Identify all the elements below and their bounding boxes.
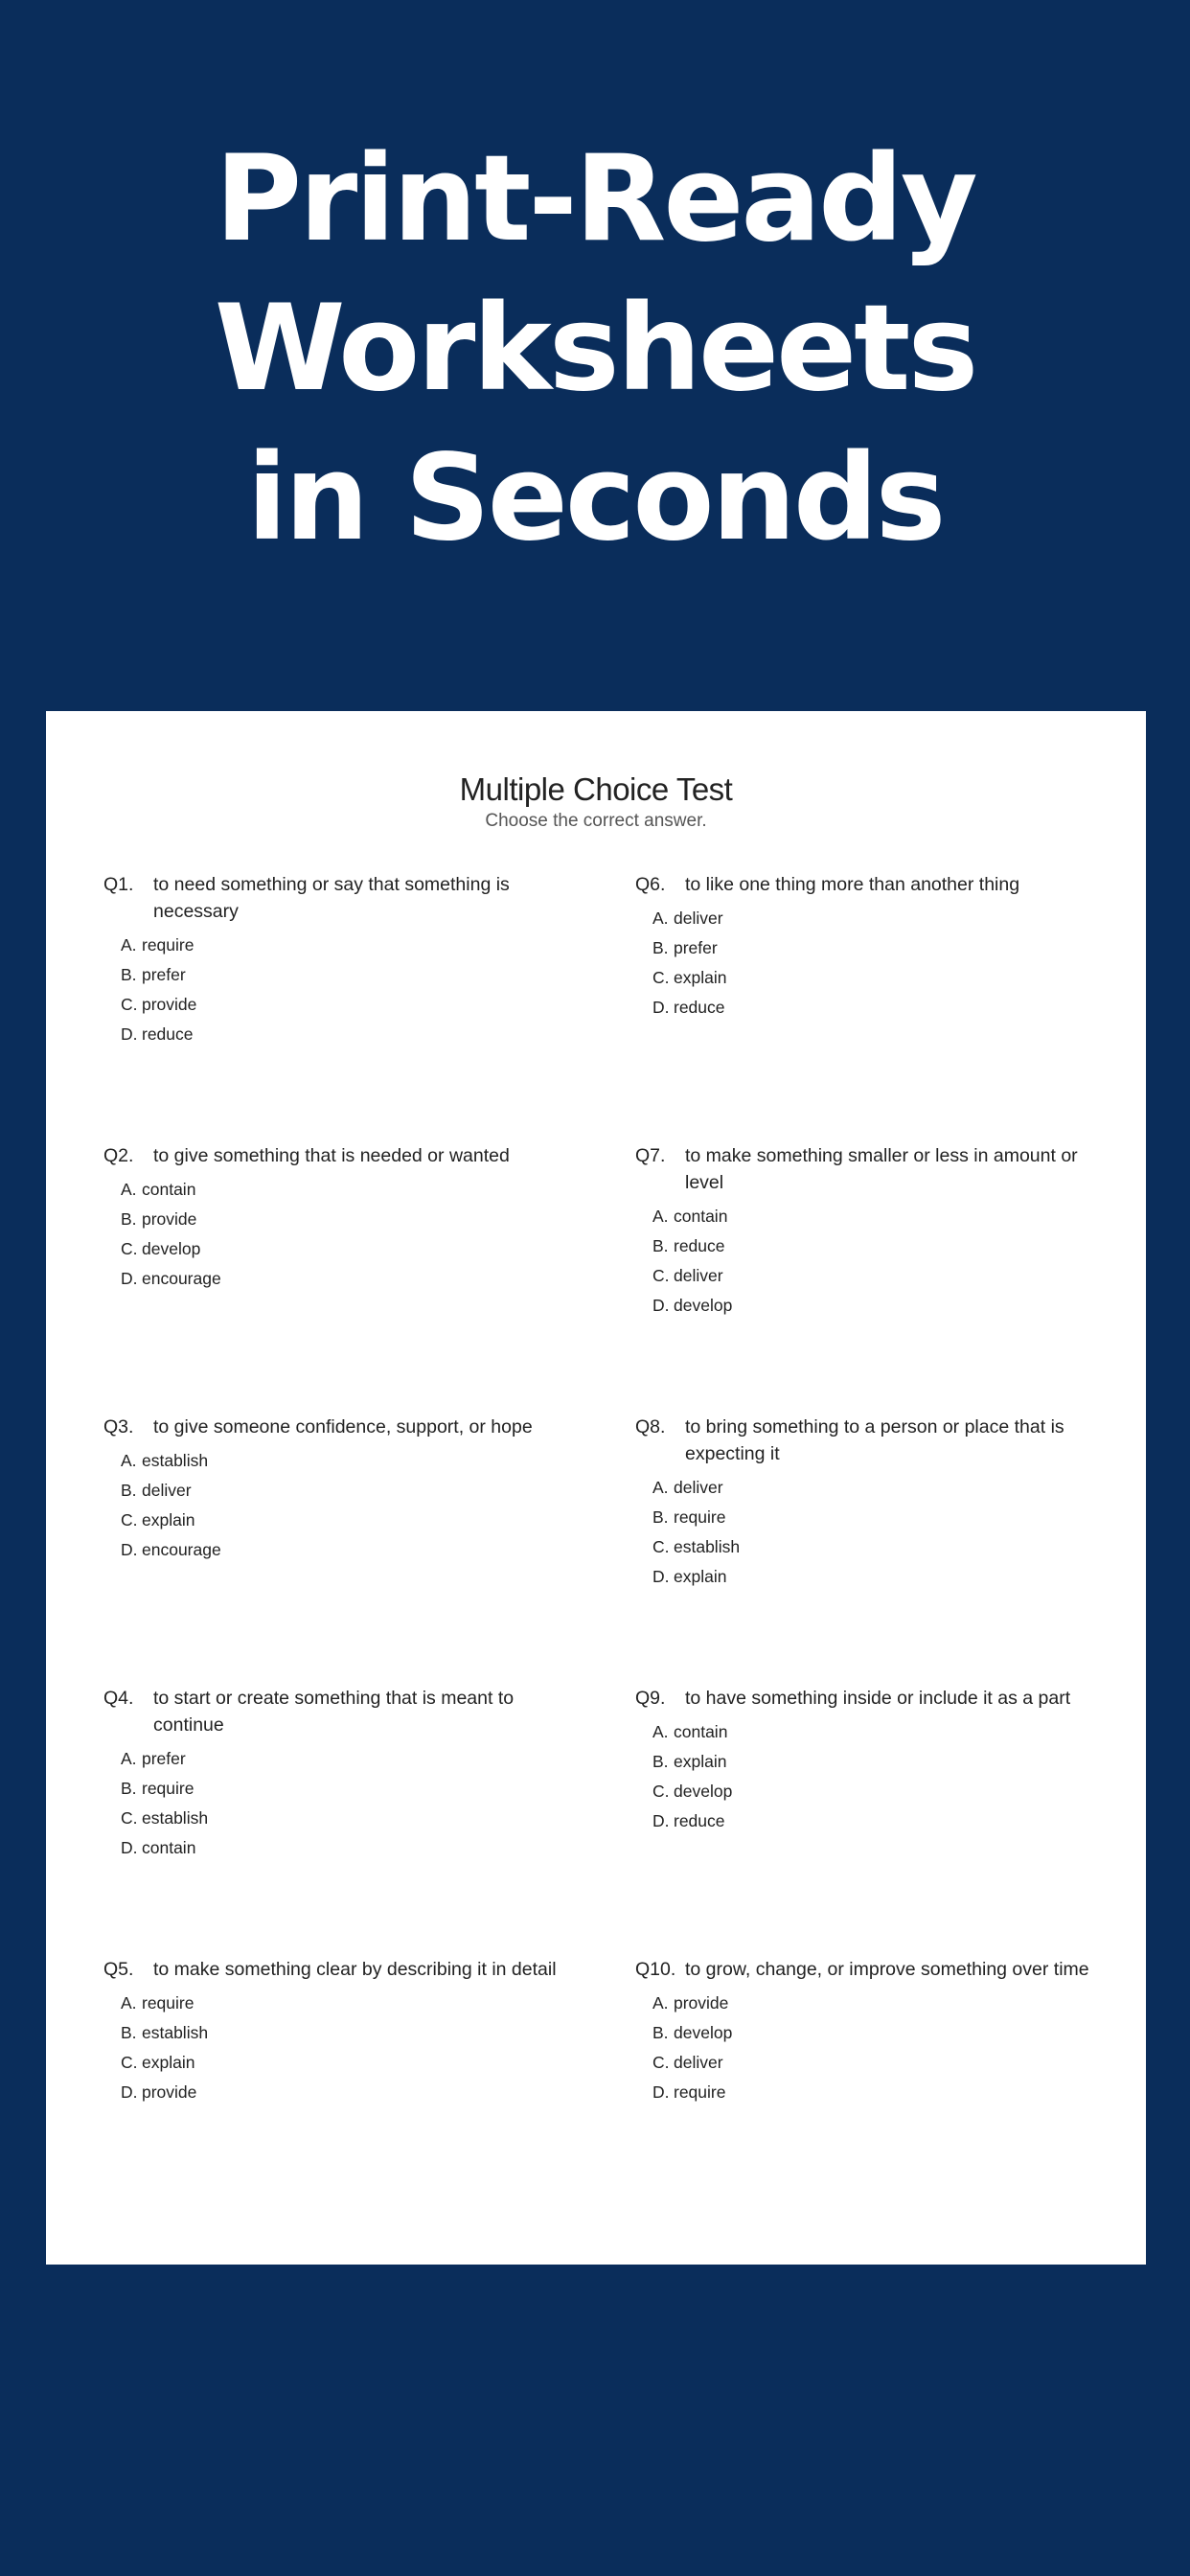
worksheet-title: Multiple Choice Test bbox=[459, 771, 733, 807]
option-b: B. explain bbox=[652, 1752, 727, 1771]
option-c: C. establish bbox=[121, 1808, 209, 1828]
option-b: B. establish bbox=[121, 2023, 209, 2042]
option-c: C. provide bbox=[121, 995, 197, 1014]
question-text: to need something or say that something is necessary bbox=[153, 874, 510, 922]
question-number: Q1. bbox=[103, 874, 134, 895]
question-7 bbox=[635, 1142, 1114, 1321]
option-a: A. contain bbox=[652, 1722, 728, 1741]
question-number: Q6. bbox=[635, 874, 666, 895]
question-number: Q10. bbox=[635, 1959, 676, 1980]
question-number: Q5. bbox=[103, 1959, 134, 1980]
option-a: A. provide bbox=[652, 1993, 729, 2012]
option-d: D. encourage bbox=[121, 1540, 221, 1559]
option-b: B. deliver bbox=[121, 1481, 192, 1500]
question-number: Q3. bbox=[103, 1416, 134, 1438]
option-d: D. reduce bbox=[652, 1811, 725, 1830]
worksheet-subtitle: Choose the correct answer. bbox=[485, 811, 707, 831]
question-6 bbox=[635, 871, 1114, 1023]
option-b: B. require bbox=[652, 1507, 726, 1527]
option-d: D. explain bbox=[652, 1567, 727, 1586]
option-d: D. reduce bbox=[121, 1024, 194, 1044]
option-a: A. deliver bbox=[652, 908, 723, 928]
question-2 bbox=[103, 1142, 583, 1294]
hero-line-1: Print-Ready bbox=[215, 130, 975, 268]
option-a: A. require bbox=[121, 935, 195, 954]
question-text: to give someone confidence, support, or hope bbox=[153, 1416, 533, 1438]
question-text: to make something smaller or less in amount or level bbox=[685, 1145, 1078, 1193]
option-b: B. prefer bbox=[121, 965, 186, 984]
option-b: B. require bbox=[121, 1779, 195, 1798]
option-b: B. reduce bbox=[652, 1236, 725, 1255]
option-d: D. require bbox=[652, 2082, 726, 2102]
question-text: to give something that is needed or wanted bbox=[153, 1145, 510, 1166]
option-d: D. provide bbox=[121, 2082, 197, 2102]
option-a: A. contain bbox=[652, 1207, 728, 1226]
option-c: C. explain bbox=[121, 1510, 195, 1530]
option-c: C. explain bbox=[652, 968, 727, 987]
question-text: to have something inside or include it as a part bbox=[685, 1688, 1071, 1709]
question-number: Q7. bbox=[635, 1145, 666, 1166]
question-5 bbox=[103, 1956, 583, 2107]
option-a: A. prefer bbox=[121, 1749, 186, 1768]
option-d: D. encourage bbox=[121, 1269, 221, 1288]
option-d: D. develop bbox=[652, 1296, 733, 1315]
option-a: A. require bbox=[121, 1993, 195, 2012]
option-d: D. reduce bbox=[652, 998, 725, 1017]
option-b: B. provide bbox=[121, 1209, 197, 1229]
question-text: to make something clear by describing it in detail bbox=[153, 1959, 557, 1980]
worksheet-page bbox=[46, 711, 1146, 2265]
hero-headline bbox=[0, 125, 1190, 573]
question-1 bbox=[103, 871, 583, 1049]
option-c: C. deliver bbox=[652, 1266, 723, 1285]
option-c: C. explain bbox=[121, 2053, 195, 2072]
question-number: Q2. bbox=[103, 1145, 134, 1166]
option-a: A. contain bbox=[121, 1180, 196, 1199]
option-d: D. contain bbox=[121, 1838, 196, 1857]
question-9 bbox=[635, 1685, 1114, 1836]
question-number: Q4. bbox=[103, 1688, 134, 1709]
question-number: Q8. bbox=[635, 1416, 666, 1438]
question-text: to like one thing more than another thing bbox=[685, 874, 1020, 895]
option-a: A. establish bbox=[121, 1451, 209, 1470]
question-text: to bring something to a person or place that is expecting it bbox=[685, 1416, 1064, 1464]
question-10 bbox=[635, 1956, 1114, 2107]
option-c: C. develop bbox=[121, 1239, 201, 1258]
option-c: C. develop bbox=[652, 1782, 733, 1801]
question-3 bbox=[103, 1414, 583, 1565]
question-4 bbox=[103, 1685, 583, 1863]
option-c: C. establish bbox=[652, 1537, 741, 1556]
question-text: to grow, change, or improve something over time bbox=[685, 1959, 1089, 1980]
question-text: to start or create something that is meant to continue bbox=[153, 1688, 515, 1736]
option-a: A. deliver bbox=[652, 1478, 723, 1497]
hero-line-2: Worksheets bbox=[214, 280, 976, 418]
question-8 bbox=[635, 1414, 1114, 1592]
option-c: C. deliver bbox=[652, 2053, 723, 2072]
option-b: B. develop bbox=[652, 2023, 733, 2042]
hero-line-3: in Seconds bbox=[246, 429, 944, 567]
question-number: Q9. bbox=[635, 1688, 666, 1709]
option-b: B. prefer bbox=[652, 938, 718, 957]
